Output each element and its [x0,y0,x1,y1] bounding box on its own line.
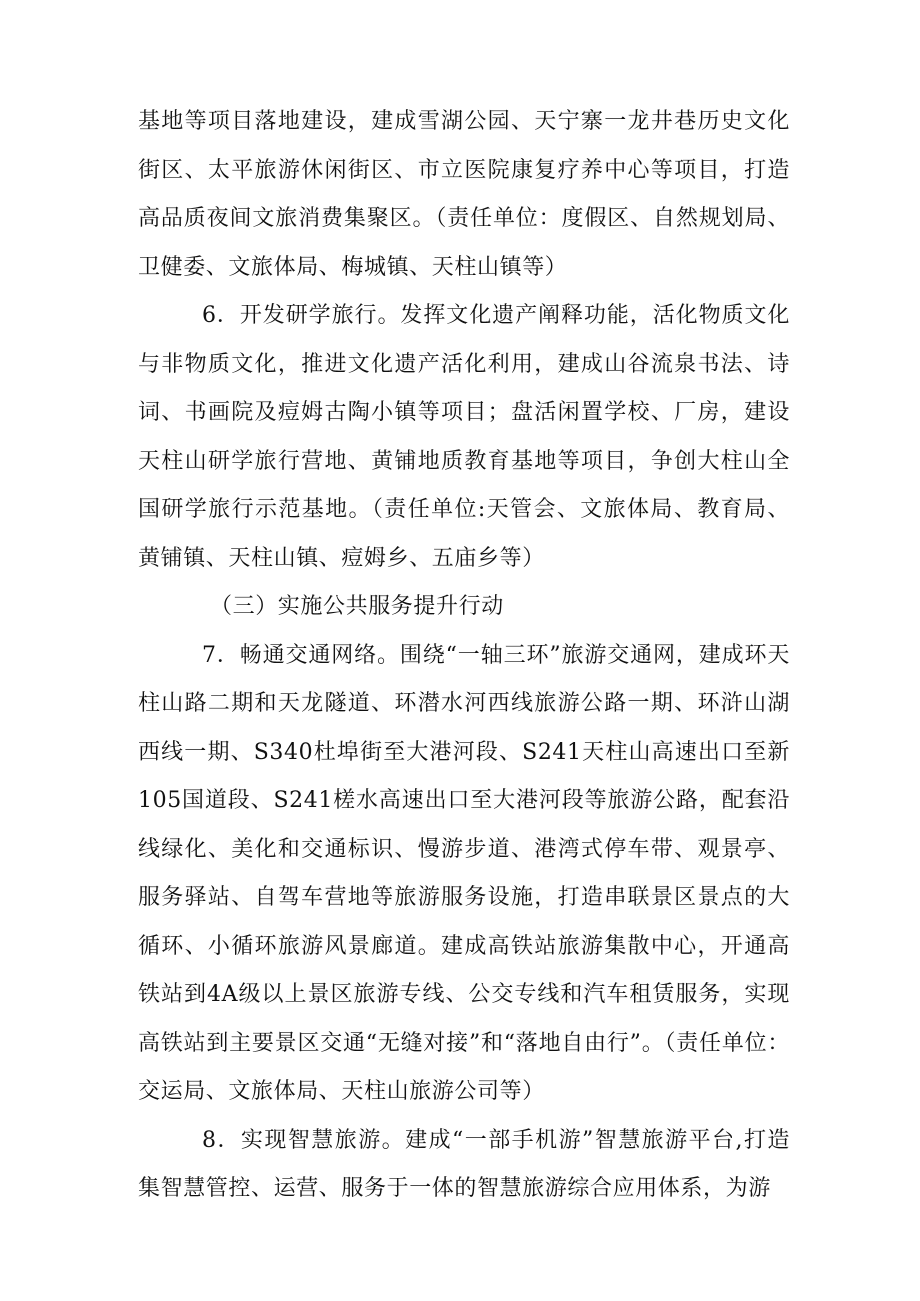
paragraph-item-6-research-travel: 6．开发研学旅行。发挥文化遗产阐释功能，活化物质文化与非物质文化，推进文化遗产活化利用，建成山谷流泉书法、诗词、书画院及痘姆古陶小镇等项目；盘活闲置学校、厂房，建设天柱山研学旅行营地、黄铺地质教育基地等项目，争创大柱山全国研学旅行示范基地。（责任单位:天管会、文旅体局、教育局、黄铺镇、天柱山镇、痘姆乡、五庙乡等） [138,303,790,571]
document-body [138,98,790,1214]
paragraph-item-7-transport: 7．畅通交通网络。围绕“一轴三环”旅游交通网，建成环天柱山路二期和天龙隧道、环潜水河西线旅游公路一期、环浒山湖西线一期、S340杜埠街至大港河段、S241天柱山高速出口至新105国道段、S241槎水高速出口至大港河段等旅游公路，配套沿线绿化、美化和交通标识、慢游步道、港湾式停车带、观景亭、服务驿站、自驾车营地等旅游服务设施，打造串联景区景点的大循环、小循环旅游风景廊道。建成高铁站旅游集散中心，开通高铁站到4A级以上景区旅游专线、公交专线和汽车租赁服务，实现高铁站到主要景区交通“无缝对接”和“落地自由行”。（责任单位：交运局、文旅体局、天柱山旅游公司等） [138,642,790,1104]
paragraph-item-8-smart-tourism: 8．实现智慧旅游。建成“一部手机游”智慧旅游平台,打造集智慧管控、运营、服务于一体的智慧旅游综合应用体系，为游 [138,1127,790,1201]
paragraph-continued: 基地等项目落地建设，建成雪湖公园、天宁寨一龙井巷历史文化街区、太平旅游休闲街区、市立医院康复疗养中心等项目，打造高品质夜间文旅消费集聚区。（责任单位：度假区、自然规划局、卫健委、文旅体局、梅城镇、天柱山镇等） [138,109,790,280]
section-heading-3: （三）实施公共服务提升行动 [210,594,504,619]
